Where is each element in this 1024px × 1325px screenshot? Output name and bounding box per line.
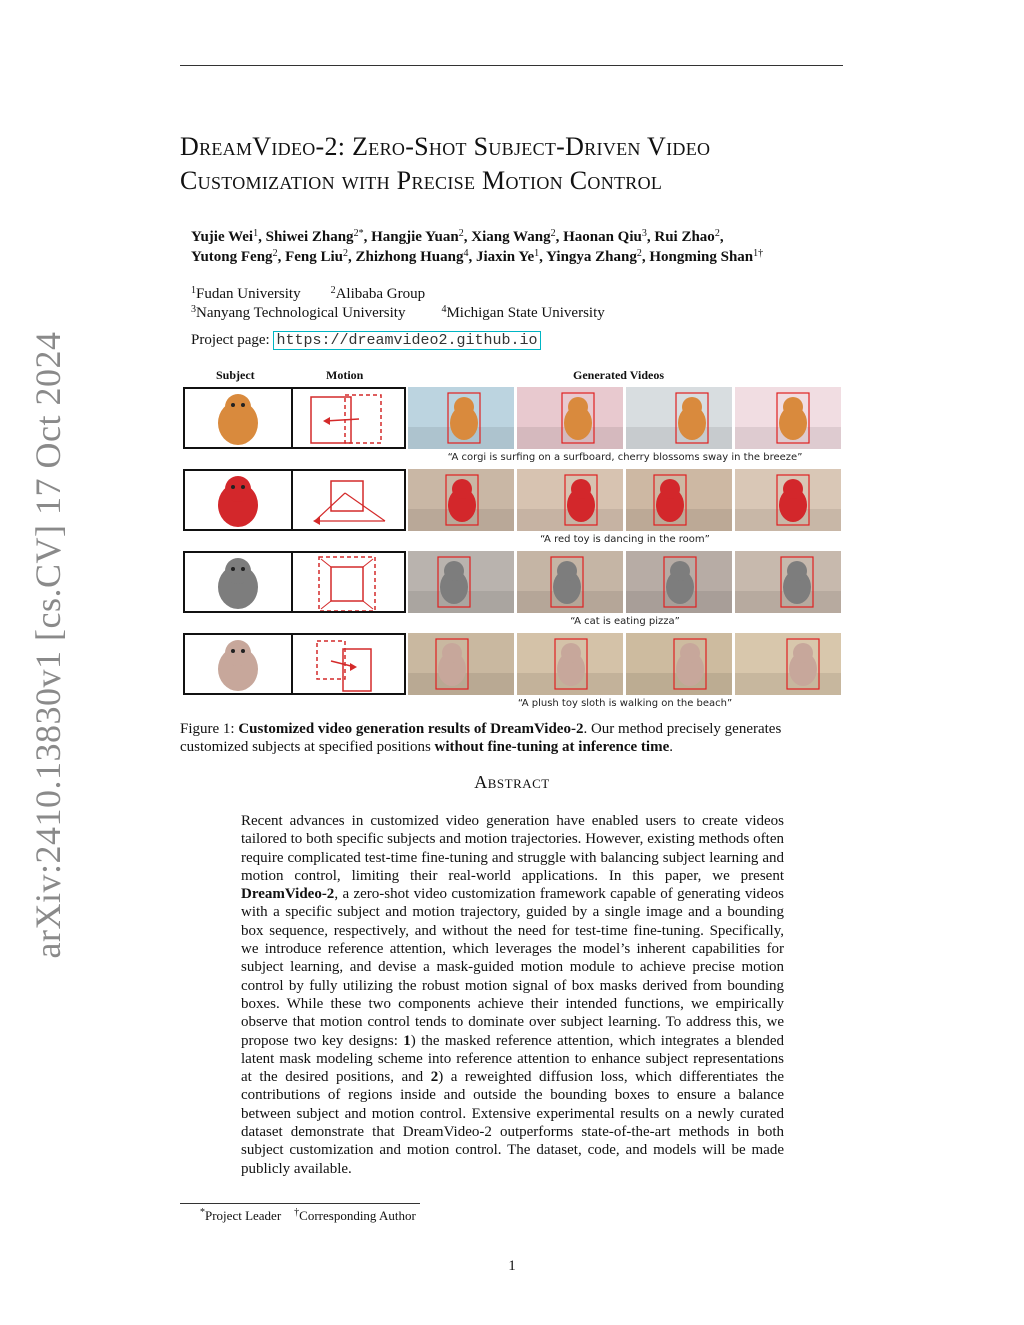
motion-trajectory — [291, 469, 406, 531]
figure-caption: Figure 1: Customized video generation results of DreamVideo-2. Our method precisely generates customized subjects at specified positions without fine-tuning at inference time. — [180, 721, 782, 755]
title-line-2: Customization with Precise Motion Control — [180, 166, 663, 195]
frame-caption: “A cat is eating pizza” — [570, 616, 680, 627]
project-page — [191, 330, 541, 351]
affiliation-line-2: $^3$Nanyang Technological University $^4$Michigan State University — [191, 304, 605, 321]
footnote-corresponding: Corresponding Author — [299, 1208, 416, 1223]
generated-frame — [517, 633, 623, 695]
subject-image — [183, 469, 293, 531]
generated-frame — [517, 387, 623, 449]
title-line-1: DreamVideo-2: Zero-Shot Subject-Driven Video — [180, 132, 711, 161]
affiliation-alibaba: Alibaba Group — [335, 286, 426, 302]
motion-trajectory — [291, 387, 406, 449]
footnote-rule — [180, 1203, 420, 1204]
generated-frame — [735, 469, 841, 531]
abstract-heading: Abstract — [474, 772, 550, 792]
frame-caption: “A plush toy sloth is walking on the beach” — [517, 698, 733, 709]
arxiv-id: arXiv:2410.13830v1 [cs.CV] 17 Oct 2024 — [28, 331, 68, 959]
project-page-label: Project page: — [191, 332, 270, 348]
figure-header-generated: Generated Videos — [573, 368, 664, 382]
generated-frame — [735, 633, 841, 695]
generated-frame — [626, 387, 732, 449]
author-name: Yutong Feng — [191, 249, 273, 265]
author-name: Xiang Wang — [471, 229, 551, 245]
generated-frame — [408, 387, 514, 449]
subject-image — [183, 633, 293, 695]
page-number: 1 — [508, 1258, 516, 1274]
author-name: Rui Zhao — [654, 229, 715, 245]
affiliation-fudan: Fudan University — [196, 286, 301, 302]
generated-frame — [517, 551, 623, 613]
author-name: Feng Liu — [285, 249, 343, 265]
generated-frame — [626, 633, 732, 695]
arxiv-stamp — [18, 331, 78, 959]
frame-caption: “A red toy is dancing in the room” — [540, 534, 710, 545]
generated-frame — [408, 551, 514, 613]
footnotes: *Project Leader †Corresponding Author — [200, 1207, 416, 1223]
frame-caption: “A corgi is surfing on a surfboard, cherry blossoms sway in the breeze” — [447, 452, 803, 463]
author-name: Yujie Wei — [191, 229, 254, 245]
footnote-project-leader: Project Leader — [205, 1208, 282, 1223]
header-rule — [180, 65, 843, 66]
motion-trajectory — [291, 551, 406, 613]
figure-header-motion: Motion — [326, 368, 364, 382]
subject-image — [183, 387, 293, 449]
motion-trajectory — [291, 633, 406, 695]
author-name: Hangjie Yuan — [371, 229, 459, 245]
generated-frame — [735, 551, 841, 613]
generated-frame — [408, 469, 514, 531]
generated-frame — [626, 469, 732, 531]
generated-frame — [735, 387, 841, 449]
author-name: Zhizhong Huang — [355, 249, 464, 265]
affiliation-ntu: Nanyang Technological University — [196, 305, 406, 321]
author-name: Haonan Qiu — [563, 229, 642, 245]
project-page-link[interactable]: https://dreamvideo2.github.io — [273, 331, 540, 350]
author-name: Yingya Zhang — [546, 249, 637, 265]
subject-image — [183, 551, 293, 613]
figure-header-subject: Subject — [216, 368, 255, 382]
abstract-body: Recent advances in customized video generation have enabled users to create videos tailored to both specific subjects and motion trajectories. However, existing methods often require complicated test-time fine-tuning and struggle with balancing subject learning and motion control, limiting their real-world applications. In this paper, we present DreamVideo-2, a zero-shot video customization framework capable of generating videos with a specific subject and motion trajectory, guided by a single image and a bounding box sequence, respectively, and without the need for test-time fine-tuning. Specifically, we introduce reference attention, which leverages the model’s inherent capabilities for subject learning, and devise a mask-guided motion module to achieve precise motion control by fully utilizing the robust motion signal of box masks derived from bounding boxes. While these two components achieve their intended functions, we empirically observe that motion control tends to dominate over subject learning. To address this, we propose two key designs: 1) the masked reference attention, which integrates a blended latent mask modeling scheme into reference attention to enhance subject representations at the desired positions, and 2) a reweighted diffusion loss, which differentiates the contributions of regions inside and outside the bounding boxes to ensure a balance between subject and motion control. Extensive experimental results on a newly curated dataset demonstrate that DreamVideo-2 outperforms state-of-the-art methods in both subject customization and motion control. The dataset, code, and models will be made publicly available. — [241, 813, 784, 1177]
affiliation-msu: Michigan State University — [446, 305, 605, 321]
generated-frame — [626, 551, 732, 613]
author-list: Yujie Wei$^1$, Shiwei Zhang$^{2*}$, Hangjie Yuan$^2$, Xiang Wang$^2$, Haonan Qiu$^3$, Rui Zhao$^2$, Yutong Feng$^2$, Feng Liu$^2$, Zhizhong Huang$^4$, Jiaxin Ye$^1$, Yingya Zhang$^2$, Hongming Shan$^{1\dagger}$ — [191, 228, 764, 265]
paper-title — [180, 130, 860, 198]
author-name: Jiaxin Ye — [475, 249, 535, 265]
generated-frame — [408, 633, 514, 695]
affiliation-line-1: $^1$Fudan University $^2$Alibaba Group — [191, 285, 426, 302]
generated-frame — [517, 469, 623, 531]
author-name: Hongming Shan — [649, 249, 754, 265]
author-name: Shiwei Zhang — [265, 229, 354, 245]
